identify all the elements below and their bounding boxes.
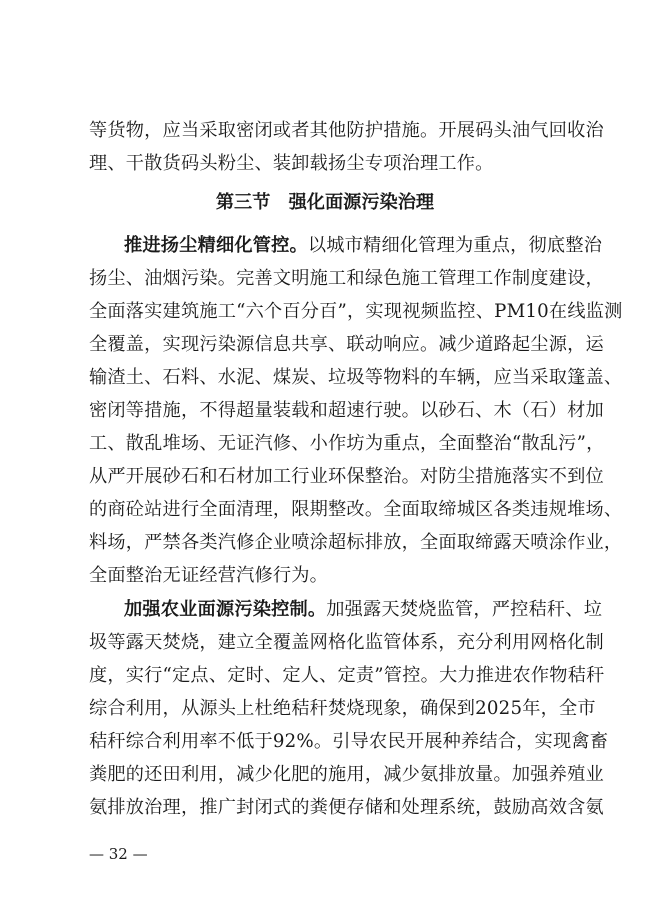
body-text-line: 工、散乱堆场、无证汽修、小作坊为重点，全面整治“散乱污”， [89,433,605,454]
body-text-line: 全面落实建筑施工“六个百分百”，实现视频监控、PM10在线监测 [89,301,623,322]
paragraph-lead-heading: 加强农业面源污染控制。 [124,599,327,620]
paragraph-first-line [124,230,603,262]
paragraph-text: 以城市精细化管理为重点，彻底整治 [307,235,603,256]
body-text-line: 秸秆综合利用率不低于92%。引导农民开展种养结合，实现禽畜 [89,731,609,752]
body-text-line: 从严开展砂石和石材加工行业环保整治。对防尘措施落实不到位 [89,466,604,487]
body-text-line: 圾等露天焚烧，建立全覆盖网格化监管体系，充分利用网格化制 [89,632,604,653]
body-text-line: 的商砼站进行全面清理，限期整改。全面取缔城区各类违规堆场、 [89,499,623,520]
body-text-line: 等货物，应当采取密闭或者其他防护措施。开展码头油气回收治 [89,120,604,141]
body-text-line: 全面整治无证经营汽修行为。 [89,565,329,586]
paragraph-lead-heading: 推进扬尘精细化管控。 [124,235,308,256]
page-number: — 32 — [89,845,148,863]
body-text-line: 全覆盖，实现污染源信息共享、联动响应。减少道路起尘源，运 [89,334,604,355]
paragraph-first-line [124,594,603,626]
paragraph-text: 加强露天焚烧监管，严控秸秆、垃 [326,599,603,620]
body-text-line: 料场，严禁各类汽修企业喷涂超标排放，全面取缔露天喷涂作业， [89,532,623,553]
body-text-line: 输渣土、石料、水泥、煤炭、垃圾等物料的车辆，应当采取篷盖、 [89,367,623,388]
section-heading: 第三节 强化面源污染治理 [215,192,435,213]
body-text-line: 综合利用，从源头上杜绝秸秆焚烧现象，确保到2025年，全市 [89,698,596,719]
body-text-line: 理、干散货码头粉尘、装卸载扬尘专项治理工作。 [89,153,494,174]
body-text-line: 粪肥的还田利用，减少化肥的施用，减少氨排放量。加强养殖业 [89,764,604,785]
body-text-line: 度，实行“定点、定时、定人、定责”管控。大力推进农作物秸秆 [89,665,605,686]
body-text-line: 扬尘、油烟污染。完善文明施工和绿色施工管理工作制度建设， [89,268,604,289]
body-text-line: 密闭等措施，不得超量装载和超速行驶。以砂石、木（石）材加 [89,400,604,421]
body-text-line: 氨排放治理，推广封闭式的粪便存储和处理系统，鼓励高效含氨 [89,797,604,818]
